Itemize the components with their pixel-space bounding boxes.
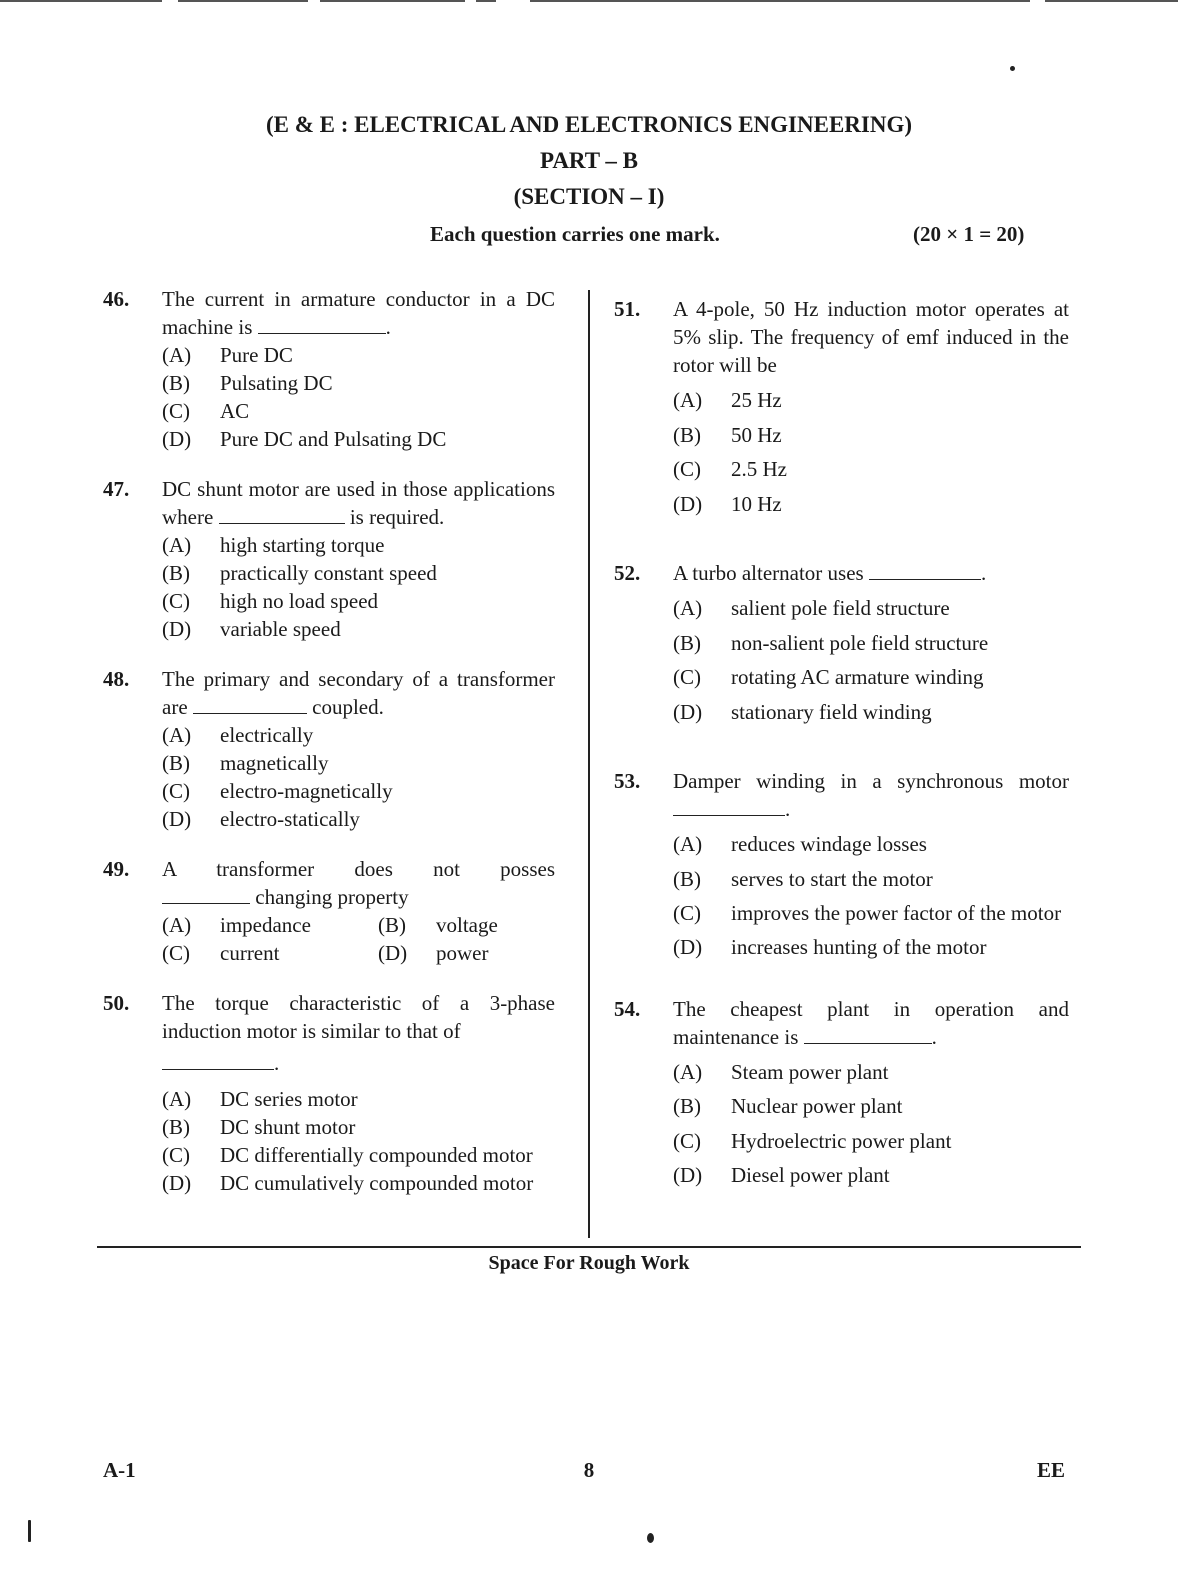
option: (D) electro-statically: [162, 807, 360, 831]
top-rule: [178, 0, 308, 2]
marks-note: Each question carries one mark.: [430, 222, 720, 246]
question-number: 53.: [614, 769, 641, 793]
question-text: DC shunt motor are used in those applications where is required.: [162, 477, 555, 529]
option: (B) 50 Hz: [673, 422, 782, 447]
option: (B) non-salient pole field structure: [673, 630, 989, 655]
top-rule: [1045, 0, 1178, 2]
question-number: 54.: [614, 996, 641, 1021]
option: (A) 25 Hz: [673, 388, 782, 412]
question-text: .: [162, 1049, 555, 1077]
option: (A) DC series motor: [162, 1087, 358, 1111]
question-text: changing property: [162, 883, 555, 911]
question-51: [614, 295, 1069, 521]
question-text: A transformer does not posses: [162, 857, 555, 881]
option: (D) stationary field winding: [673, 699, 932, 724]
speck: [647, 1533, 654, 1543]
speck: [1010, 66, 1015, 71]
part-title: PART – B: [539, 148, 639, 173]
option: (D) 10 Hz: [673, 491, 782, 516]
option: (A) Steam power plant: [673, 1059, 889, 1084]
top-rule: [476, 0, 496, 2]
question-number: 46.: [103, 287, 130, 311]
option: (B) magnetically: [162, 751, 329, 775]
section-title: (SECTION – I): [513, 184, 665, 209]
question-54: [614, 995, 1069, 1193]
question-number: 49.: [103, 857, 130, 881]
option: (D) DC cumulatively compounded motor: [162, 1171, 534, 1195]
left-column: [103, 285, 555, 1197]
question-49: [103, 855, 555, 967]
option: (C) electro-magnetically: [162, 779, 393, 803]
top-rule: [0, 0, 162, 2]
option: (D) increases hunting of the motor: [673, 935, 987, 959]
option: (A) high starting torque: [162, 533, 385, 557]
option-grid: (A) impedance (B) voltage (C) current (D) power: [162, 913, 498, 965]
question-text: The current in armature conductor in a DC machine is .: [162, 287, 555, 339]
option: (B) Nuclear power plant: [673, 1094, 903, 1118]
question-47: [103, 475, 555, 643]
option: (B) serves to start the motor: [673, 866, 933, 891]
option: (D) variable speed: [162, 617, 341, 641]
option: (C) Hydroelectric power plant: [673, 1128, 952, 1153]
question-text: The torque characteristic of a 3-phase induction motor is similar to that of: [162, 991, 555, 1043]
question-number: 52.: [614, 561, 641, 585]
rough-work-label: Space For Rough Work: [488, 1252, 690, 1274]
option: (C) improves the power factor of the motor: [673, 901, 1062, 925]
option: (B) DC shunt motor: [162, 1115, 356, 1139]
right-column: [614, 295, 1069, 1193]
speck: [28, 1520, 31, 1542]
question-53: [614, 767, 1069, 965]
question-text: A turbo alternator uses .: [673, 561, 987, 585]
question-46: [103, 285, 555, 453]
rough-work-divider: [97, 1246, 1081, 1248]
option: (B) practically constant speed: [162, 561, 437, 585]
footer-subject-code: EE: [1037, 1458, 1066, 1482]
question-number: 50.: [103, 991, 130, 1015]
option: (D) Pure DC and Pulsating DC: [162, 427, 447, 451]
option: (C) 2.5 Hz: [673, 457, 787, 481]
question-text: The primary and secondary of a transformer are coupled.: [162, 667, 555, 719]
top-rule: [530, 0, 1030, 2]
question-text: The cheapest plant in operation and maintenance is .: [673, 996, 1069, 1049]
question-50: [103, 989, 555, 1197]
marks-total: (20 × 1 = 20): [913, 222, 1025, 246]
option: (B) Pulsating DC: [162, 371, 333, 395]
option: (C) rotating AC armature winding: [673, 665, 984, 689]
page-number: 8: [583, 1458, 595, 1482]
option: (A) electrically: [162, 723, 314, 747]
question-number: 51.: [614, 297, 641, 321]
top-rule: [320, 0, 465, 2]
option: (A) reduces windage losses: [673, 832, 927, 856]
column-divider: [588, 290, 590, 1238]
question-number: 47.: [103, 477, 130, 501]
option: (C) AC: [162, 399, 250, 423]
option: (D) Diesel power plant: [673, 1163, 890, 1187]
option: (A) Pure DC: [162, 343, 293, 367]
question-text: Damper winding in a synchronous motor .: [673, 769, 1069, 821]
question-text: A 4-pole, 50 Hz induction motor operates at 5% slip. The frequency of emf induced in the rotor will be: [673, 297, 1069, 377]
option: (C) high no load speed: [162, 589, 379, 613]
option: (C) DC differentially compounded motor: [162, 1143, 533, 1167]
question-48: [103, 665, 555, 833]
question-number: 48.: [103, 667, 130, 691]
footer-booklet-code: A-1: [103, 1458, 136, 1482]
subject-title: (E & E : ELECTRICAL AND ELECTRONICS ENGINEERING): [265, 112, 913, 137]
option: (A) salient pole field structure: [673, 596, 950, 620]
question-52: [614, 559, 1069, 729]
